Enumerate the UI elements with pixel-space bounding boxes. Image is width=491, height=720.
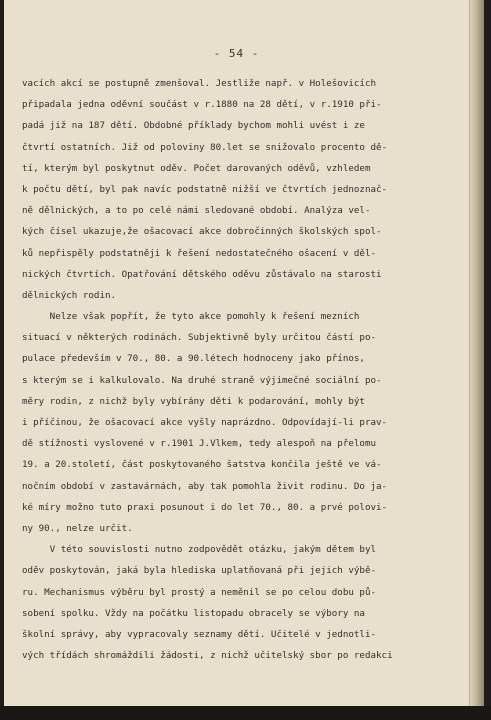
text-line: ně dělnických, a to po celé námi sledované období. Analýza vel- xyxy=(22,205,371,217)
text-line: sobení spolku. Vždy na počátku listopadu obracely se výbory na xyxy=(22,607,365,619)
text-line: tí, kterým byl poskytnut oděv. Počet darovaných oděvů, vzhledem xyxy=(22,162,371,174)
book-edge xyxy=(470,0,484,712)
scan-border xyxy=(0,706,491,720)
body-text xyxy=(22,73,452,666)
text-line: dě stížnosti vyslovené v r.1901 J.Vlkem, tedy alespoň na přelomu xyxy=(22,438,377,450)
text-line: Nelze však popřít, že tyto akce pomohly k řešení mezních xyxy=(22,311,360,323)
text-line: padá již na 187 dětí. Obdobné příklady bychom mohli uvést i ze xyxy=(22,120,365,132)
text-line: pulace především v 70., 80. a 90.létech hodnoceny jako přínos, xyxy=(22,353,365,365)
text-line: k počtu dětí, byl pak navíc podstatně nižší ve čtvrtích jednoznač- xyxy=(22,183,388,195)
text-line: 19. a 20.století, část poskytovaného šatstva končila ještě ve vá- xyxy=(22,459,382,471)
text-line: V této souvislosti nutno zodpovědět otázku, jakým dětem byl xyxy=(22,544,377,556)
text-line: vých třídách shromáždili žádosti, z nichž učitelský sbor po redakci xyxy=(22,650,393,662)
document-page xyxy=(4,0,470,706)
text-line: měry rodin, z nichž byly vybírány děti k podarování, mohly být xyxy=(22,395,365,407)
text-line: ků nepřispěly podstatněji k řešení nedostatečného ošacení v děl- xyxy=(22,247,377,259)
text-line: nických čtvrtích. Opatřování dětského oděvu zůstávalo na starosti xyxy=(22,268,382,280)
text-line: ny 90., nelze určit. xyxy=(22,522,133,534)
text-line: i příčinou, že ošacovací akce vyšly naprázdno. Odpovídají-li prav- xyxy=(22,417,388,428)
text-line: dělnických rodin. xyxy=(22,289,117,301)
text-line: vacích akcí se postupně zmenšoval. Jestliže např. v Holešovicích xyxy=(22,78,377,89)
text-line: nočním období v zastavárnách, aby tak pomohla živit rodinu. Do ja- xyxy=(22,480,388,492)
text-line: školní správy, aby vypracovaly seznamy dětí. Učitelé v jednotli- xyxy=(22,628,377,640)
text-line: čtvrtí ostatních. Již od poloviny 80.let se snižovalo procento dě- xyxy=(22,141,388,153)
text-line: připadala jedna oděvní součást v r.1880 na 28 dětí, v r.1910 při- xyxy=(22,99,382,111)
text-line: ké míry možno tuto praxi posunout i do let 70., 80. a prvé polovi- xyxy=(22,501,388,513)
text-line: oděv poskytován, jaká byla hlediska uplatňovaná při jejich výbě- xyxy=(22,565,377,577)
text-line: ru. Mechanismus výběru byl prostý a neměnil se po celou dobu pů- xyxy=(22,586,377,598)
page-number: - 54 - xyxy=(213,47,260,60)
text-line: situací v některých rodinách. Subjektivně byly určitou částí po- xyxy=(22,332,377,344)
text-line: s kterým se i kalkulovalo. Na druhé straně výjimečné sociální po- xyxy=(22,374,382,386)
text-line: kých čísel ukazuje,že ošacovací akce dobročinných školských spol- xyxy=(22,226,382,238)
